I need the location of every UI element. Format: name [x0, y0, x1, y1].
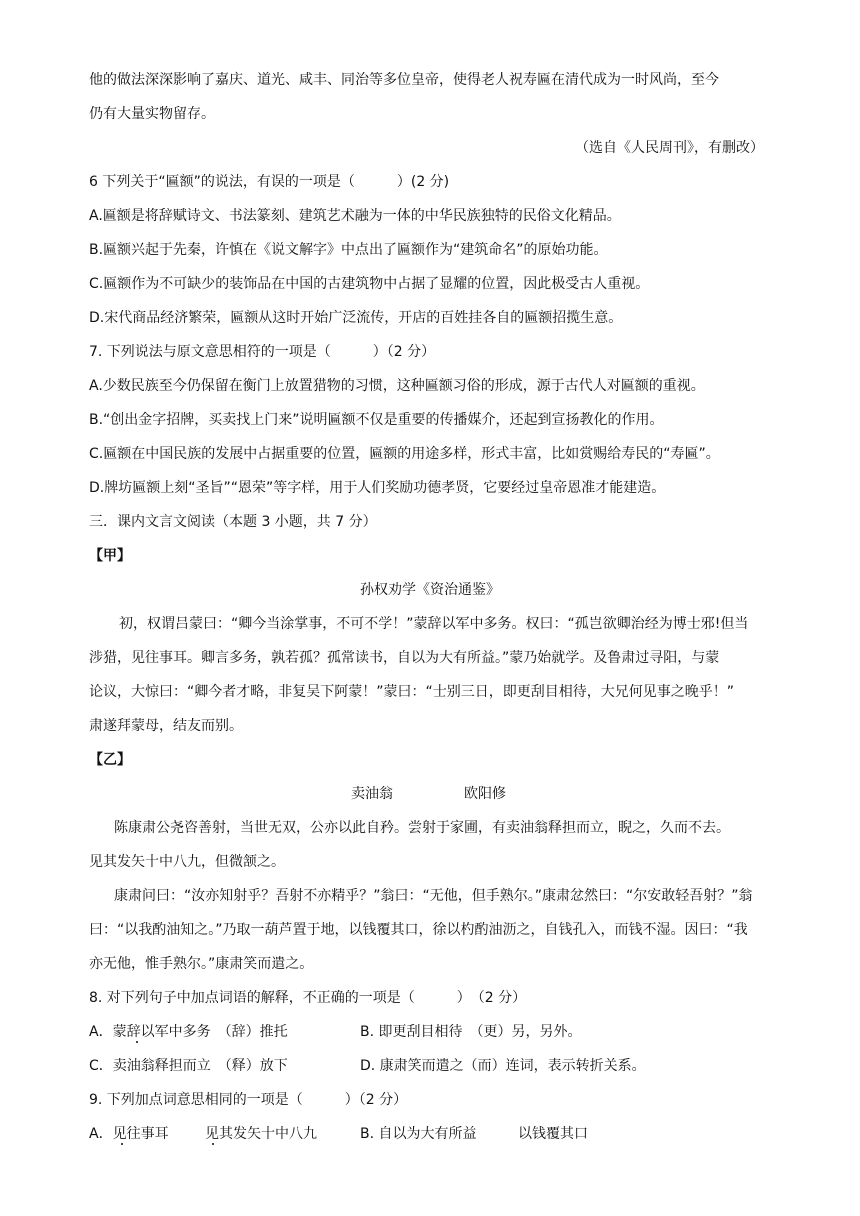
- section-3-heading: 三．课内文言文阅读（本题 3 小题，共 7 分）: [89, 514, 377, 530]
- question-8-stem: 8. 对下列句子中加点词语的解释，不正确的一项是（ ） （2 分）: [89, 990, 527, 1006]
- emphasis-dot: [136, 1041, 138, 1043]
- passage-jia-line: 涉猎，见往事耳。卿言多务，孰若孤？孤常读书，自以为大有所益。”蒙乃始就学。及鲁肃过寻阳，与蒙: [89, 650, 720, 666]
- passage-yi-line: 亦无他，惟手熟尔。”康肃笑而遣之。: [89, 956, 314, 972]
- question-9-stem: 9. 下列加点词意思相同的一项是（ ）（2 分）: [89, 1092, 408, 1108]
- passage-yi-line: 康肃问曰：“汝亦知射乎？吾射不亦精乎？”翁曰：“无他，但手熟尔。”康肃忿然曰：“尔安敢轻吾射？”翁: [114, 888, 753, 904]
- passage-jia-line: 初，权谓吕蒙曰：“卿今当涂掌事，不可不学！”蒙辞以军中多务。权曰：“孤岂欲卿治经为博士邪!但当: [119, 616, 749, 632]
- emphasis-dot: [212, 1143, 214, 1145]
- question-6-option-c: C.匾额作为不可缺少的装饰品在中国的古建筑物中占据了显耀的位置，因此极受古人重视。: [89, 276, 650, 292]
- passage-jia-title: 孙权劝学《资治通鉴》: [360, 582, 500, 598]
- question-7-option-a: A.少数民族至今仍保留在衡门上放置猎物的习惯，这种匾额习俗的形成，源于古代人对匾额的重视。: [89, 378, 705, 394]
- question-6-option-b: B.匾额兴起于先秦，许慎在《说文解字》中点出了匾额作为“建筑命名”的原始功能。: [89, 242, 608, 258]
- question-9-option-b2: 以钱覆其口: [518, 1126, 588, 1142]
- question-9-option-a2: 见其发矢十中八九: [205, 1126, 317, 1142]
- question-8-option-c: C．卖油翁释担而立 （释）放下: [89, 1058, 288, 1074]
- passage-jia-line: 肃遂拜蒙母，结友而别。: [89, 718, 243, 734]
- passage-yi-line: 陈康肃公尧咨善射，当世无双，公亦以此自矜。尝射于家圃，有卖油翁释担而立，睨之，久而不去。: [114, 820, 730, 836]
- passage-yi-author: 欧阳修: [464, 786, 506, 802]
- passage-yi-title: 卖油翁: [351, 786, 393, 802]
- passage-jia-label: 【甲】: [89, 548, 131, 564]
- emphasis-dot: [121, 1143, 123, 1145]
- question-7-stem: 7. 下列说法与原文意思相符的一项是（ ）（2 分）: [89, 344, 436, 360]
- source-citation: （选自《人民周刊》，有删改）: [575, 140, 764, 156]
- passage-yi-line: 见其发矢十中八九，但微颔之。: [89, 854, 285, 870]
- passage-yi-line: 曰：“以我酌油知之。”乃取一葫芦置于地，以钱覆其口，徐以杓酌油沥之，自钱孔入，而钱不湿。因曰：“我: [89, 922, 748, 938]
- passage-jia-line: 论议，大惊曰：“卿今者才略，非复吴下阿蒙！”蒙曰：“士别三日，即更刮目相待，大兄何见事之晚乎！”: [89, 684, 735, 700]
- question-6-option-d: D.宋代商品经济繁荣，匾额从这时开始广泛流传，开店的百姓挂各自的匾额招揽生意。: [89, 310, 623, 326]
- question-7-option-b: B.“创出金字招牌，买卖找上门来”说明匾额不仅是重要的传播媒介，还起到宣扬教化的作用。: [89, 412, 664, 428]
- question-6-stem: 6 下列关于“匾额”的说法，有误的一项是（ ）(2 分): [89, 174, 450, 190]
- question-8-option-b: B. 即更刮目相待 （更）另，另外。: [360, 1024, 582, 1040]
- question-8-option-a: A．蒙辞以军中多务 （辞）推托: [89, 1024, 288, 1040]
- passage-line: 他的做法深深影响了嘉庆、道光、咸丰、同治等多位皇帝，使得老人祝寿匾在清代成为一时风尚，至今: [89, 72, 719, 88]
- question-9-option-b1: B. 自以为大有所益: [360, 1126, 477, 1142]
- question-7-option-d: D.牌坊匾额上刻“圣旨”“恩荣”等字样，用于人们奖励功德孝贤，它要经过皇帝恩准才能建造。: [89, 480, 666, 496]
- question-9-option-a1: A．见往事耳: [89, 1126, 169, 1142]
- passage-line: 仍有大量实物留存。: [89, 106, 215, 122]
- question-6-option-a: A.匾额是将辞赋诗文、书法篆刻、建筑艺术融为一体的中华民族独特的民俗文化精品。: [89, 208, 621, 224]
- question-8-option-d: D. 康肃笑而遣之（而）连词，表示转折关系。: [360, 1058, 646, 1074]
- passage-yi-label: 【乙】: [89, 752, 131, 768]
- question-7-option-c: C.匾额在中国民族的发展中占据重要的位置，匾额的用途多样，形式丰富，比如赏赐给寿民的“寿匾”。: [89, 446, 720, 462]
